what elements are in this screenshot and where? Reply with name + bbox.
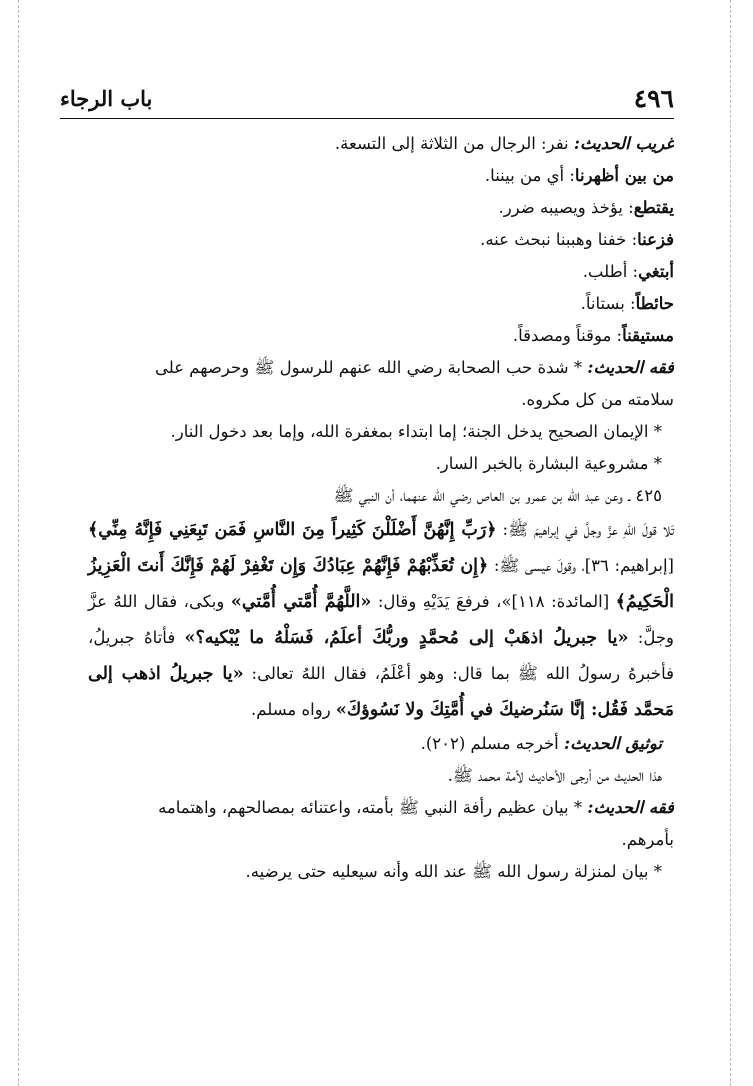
scan-guide-line <box>730 0 731 1086</box>
vocab-line: من بين أظهرنا: أي من بيننا. <box>484 166 674 185</box>
fiqh-point: * بيان لمنزلة رسول الله ﷺ عند الله وأنه سيعليه حتى يرضيه. <box>245 862 662 881</box>
fiqh-line: فقه الحديث: * بيان عظيم رأفة النبي ﷺ بأمته، واعتنائه بمصالحهم، واهتمامه <box>158 798 674 817</box>
hadith-quote: «يا جبريلُ اذهب إلى مَحمَّد فَقُل: إنَّا سَنُرضيكَ في أُمَّتِكَ ولا نَسُوؤكَ» <box>88 664 674 720</box>
page-body <box>88 128 674 888</box>
section-label: توثيق الحديث: <box>563 734 662 753</box>
takhrij-note: هذا الحديث من أرجى الأحاديث لأمة محمد ﷺ. <box>447 766 662 785</box>
hadith-quote: «يا جبريلُ اذهَبْ إلى مُحمَّدٍ وربُّكَ أعلَمُ، فَسَلْهُ ما يُبْكيه؟» <box>184 628 629 648</box>
fiqh-line: فقه الحديث: * شدة حب الصحابة رضي الله عنهم للرسول ﷺ وحرصهم على <box>154 358 674 377</box>
vocab-line: غريب الحديث: نفر: الرجال من الثلاثة إلى التسعة. <box>334 134 674 153</box>
page-number: ٤٩٦ <box>633 83 674 113</box>
vocab-line: أبتغي: أطلب. <box>582 262 674 281</box>
section-label: فقه الحديث: <box>587 358 674 377</box>
fiqh-line: سلامته من كل مكروه. <box>521 390 674 409</box>
vocab-line: فزعنا: خفنا وهببنا نبحث عنه. <box>480 230 674 249</box>
vocab-line: حائطاً: بستاناً. <box>580 294 674 313</box>
page-header <box>60 78 674 119</box>
vocab-line: مستيقناً: موقناً ومصدقاً. <box>512 326 674 345</box>
quran-quote: ﴿رَبِّ إِنَّهُنَّ أَضْلَلْنَ كَثِيراً مِنَ النَّاسِ فَمَن تَبِعَنِي فَإِنَّهُ مِنِّي﴾ <box>88 520 497 540</box>
section-label: فقه الحديث: <box>587 798 674 817</box>
fiqh-point: * مشروعية البشارة بالخبر السار. <box>435 454 662 473</box>
hadith-intro: ٤٢٥ ـ وعن عبد الله بن عمرو بن العاص رضي الله عنهما، أن النبي ﷺ <box>333 486 662 505</box>
quran-quote: ﴿إِن تُعَذِّبْهُمْ فَإِنَّهُمْ عِبَادُكَ وَإِن تَغْفِرْ لَهُمْ فَإِنَّكَ أَنتَ الْعَزِيزُ الْحَكِيمُ﴾ <box>88 556 675 612</box>
scan-guide-line <box>18 0 19 1086</box>
fiqh-point: * الإيمان الصحيح يدخل الجنة؛ إما ابتداء بمغفرة الله، وإما بعد دخول النار. <box>170 422 662 441</box>
hadith-quote: «اللَّهُمَّ أُمَّتي أُمَّتي» <box>230 592 372 612</box>
hadith-text: تَلا قولَ اللهِ عزَّ وجلَّ في إبراهيمَ ﷺ: ﴿رَبِّ إِنَّهُنَّ أَضْلَلْنَ كَثِيراً مِنَ النَّاسِ فَمَن تَبِعَنِي فَإِنَّهُ مِنِّي﴾ [إبراهيم: ٣٦]، وقولَ عيسى ﷺ: ﴿إِن تُعَذِّبْهُمْ فَإِنَّهُمْ عِبَادُكَ وَإِن تَغْفِرْ لَهُمْ فَإِنَّكَ أَنتَ الْعَزِيزُ الْحَكِيمُ﴾ [المائدة: ١١٨]»، فرفعَ يَدَيْهِ وقال: «اللَّهُمَّ أُمَّتي أُمَّتي» وبكى، فقال اللهُ عزَّ وجلَّ: «يا جبريلُ اذهَبْ إلى مُحمَّدٍ وربُّكَ أعلَمُ، فَسَلْهُ ما يُبْكيه؟» فأتاهُ جبريلُ، فأخبرهُ رسولُ الله ﷺ بما قال: وهو أعْلَمُ، فقال اللهُ تعالى: «يا جبريلُ اذهب إلى مَحمَّد فَقُل: إنَّا سَنُرضيكَ في أُمَّتِكَ ولا نَسُوؤكَ» رواه مسلم. <box>88 520 675 720</box>
vocab-line: يقتطع: يؤخذ ويصيبه ضرر. <box>498 198 674 217</box>
section-label: غريب الحديث: <box>573 134 674 153</box>
takhrij-line: توثيق الحديث: أخرجه مسلم (٢٠٢). <box>420 734 662 753</box>
running-title: باب الرجاء <box>60 85 153 111</box>
fiqh-line: بأمرهم. <box>621 830 674 849</box>
